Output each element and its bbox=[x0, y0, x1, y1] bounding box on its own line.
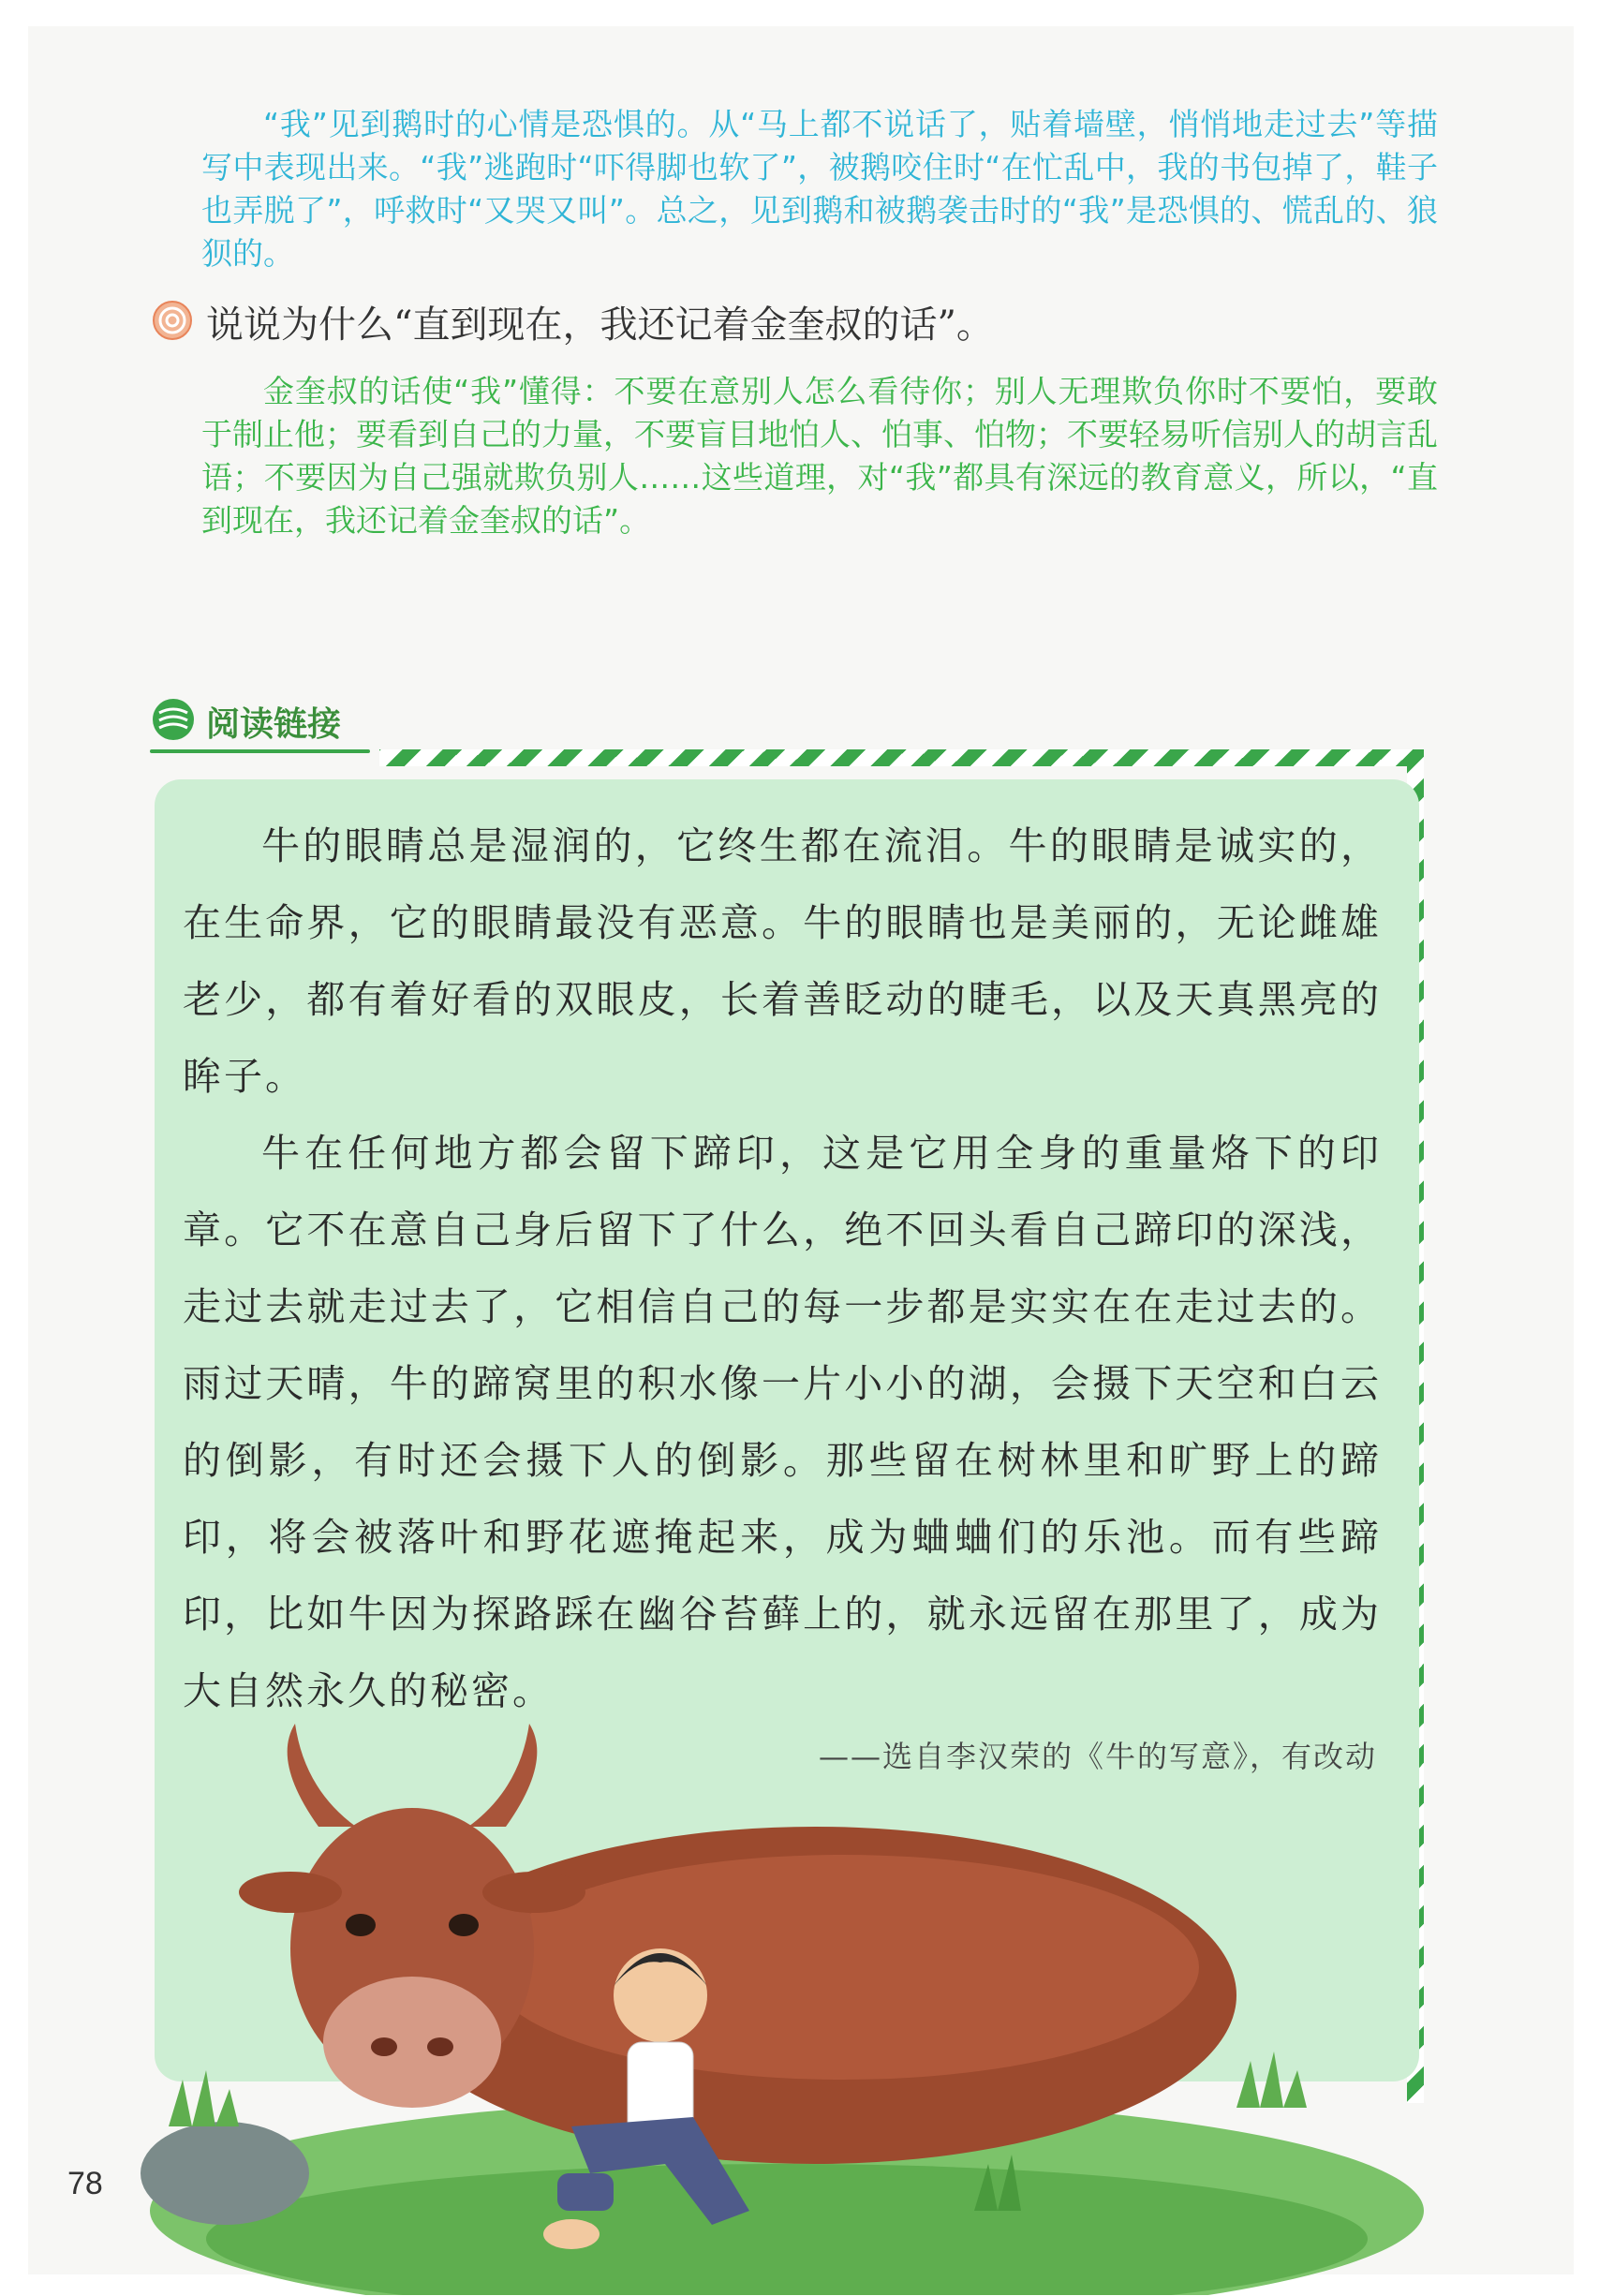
reading-paragraph-1: 牛的眼睛总是湿润的，它终生都在流泪。牛的眼睛是诚实的，在生命界，它的眼睛最没有恶意。牛的眼睛也是美丽的，无论雌雄老少，都有着好看的双眼皮，长着善眨动的睫毛，以及天真黑亮的眸子。 bbox=[183, 823, 1382, 1099]
question-bullet-icon bbox=[152, 300, 193, 345]
reading-link-header bbox=[150, 693, 375, 749]
reading-paragraph-2: 牛在任何地方都会留下蹄印，这是它用全身的重量烙下的印章。它不在意自己身后留下了什么，绝不回头看自己蹄印的深浅，走过去就走过去了，它相信自己的每一步都是实实在在走过去的。雨过天晴，牛的蹄窝里的积水像一片小小的湖，会摄下天空和白云的倒影，有时还会摄下人的倒影。那些留在树林里和旷野上的蹄印，将会被落叶和野花遮掩起来，成为蛐蛐们的乐池。而有些蹄印，比如牛因为探路踩在幽谷苔藓上的，就永远留在那里了，成为大自然永久的秘密。 bbox=[183, 1131, 1382, 1713]
discussion-question bbox=[152, 295, 1370, 348]
ox-and-boy-illustration bbox=[131, 1686, 1443, 2295]
page-number: 78 bbox=[67, 2166, 103, 2201]
answer-text-1: “我”见到鹅时的心情是恐惧的。从“马上都不说话了，贴着墙壁，悄悄地走过去”等描写中表现出来。“我”逃跑时“吓得脚也软了”，被鹅咬住时“在忙乱中，我的书包掉了，鞋子也弄脱了”，呼救时“又哭又叫”。总之，见到鹅和被鹅袭击时的“我”是恐惧的、慌乱的、狼狈的。 bbox=[201, 106, 1438, 272]
section-underline bbox=[150, 749, 370, 753]
answer-text-2: 金奎叔的话使“我”懂得：不要在意别人怎么看待你；别人无理欺负你时不要怕，要敢于制止他；要看到自己的力量，不要盲目地怕人、怕事、怕物；不要轻易听信别人的胡言乱语；不要因为自己强就欺负别人……这些道理，对“我”都具有深远的教育意义，所以，“直到现在，我还记着金奎叔的话”。 bbox=[201, 373, 1438, 539]
question-text: 说说为什么“直到现在，我还记着金奎叔的话”。 bbox=[206, 304, 994, 347]
section-title: 阅读链接 bbox=[206, 704, 342, 744]
reading-link-icon bbox=[150, 696, 197, 747]
reading-source: ——选自李汉荣的《牛的写意》，有改动 bbox=[818, 1739, 1377, 1774]
